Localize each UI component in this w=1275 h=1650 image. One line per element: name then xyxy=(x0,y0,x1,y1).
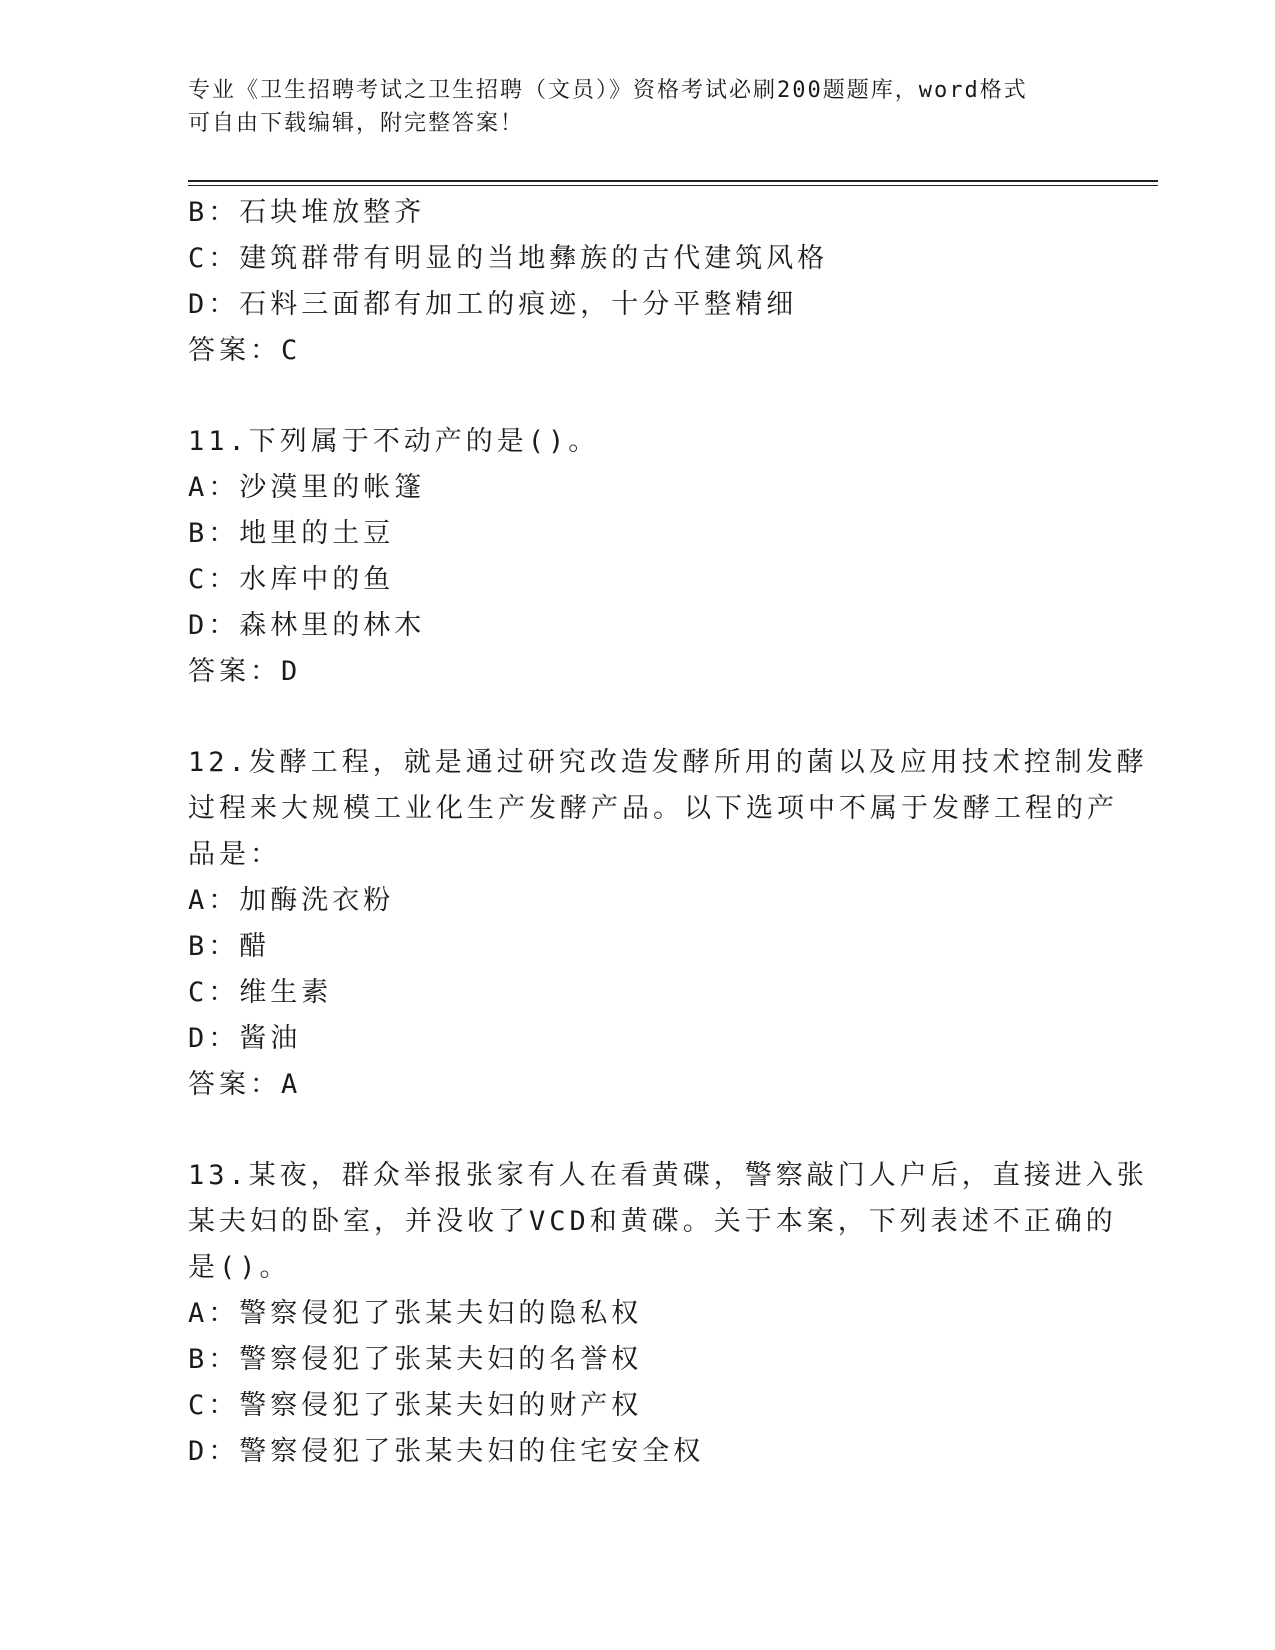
question-block xyxy=(188,740,1148,1108)
option-line: A：沙漠里的帐篷 xyxy=(188,472,426,503)
answer-line: 答案：D xyxy=(188,656,302,687)
option-line: D：酱油 xyxy=(188,1023,302,1054)
header-line: 专业《卫生招聘考试之卫生招聘（文员）》资格考试必刷200题题库，word格式 xyxy=(188,78,1028,103)
question-text: 某夫妇的卧室，并没收了VCD和黄碟。关于本案，下列表述不正确的 xyxy=(188,1206,1117,1237)
question-block xyxy=(188,419,1088,695)
page-header xyxy=(188,74,1088,140)
option-line: D：森林里的林木 xyxy=(188,610,426,641)
question-text: 过程来大规模工业化生产发酵产品。以下选项中不属于发酵工程的产 xyxy=(188,793,1118,824)
option-line: D：石料三面都有加工的痕迹，十分平整精细 xyxy=(188,289,798,320)
question-text: 13.某夜，群众举报张家有人在看黄碟，警察敲门人户后，直接进入张 xyxy=(188,1160,1148,1191)
header-line: 可自由下载编辑，附完整答案！ xyxy=(188,111,525,136)
question-list xyxy=(188,190,1148,1475)
question-text: 12.发酵工程，就是通过研究改造发酵所用的菌以及应用技术控制发酵 xyxy=(188,747,1148,778)
header-divider xyxy=(188,185,1158,186)
answer-line: 答案：C xyxy=(188,335,302,366)
option-line: C：维生素 xyxy=(188,977,333,1008)
question-text: 11.下列属于不动产的是()。 xyxy=(188,426,600,457)
question-text: 品是： xyxy=(188,839,281,870)
option-line: A：加酶洗衣粉 xyxy=(188,885,395,916)
question-text: 是()。 xyxy=(188,1252,291,1283)
option-line: C：警察侵犯了张某夫妇的财产权 xyxy=(188,1390,643,1421)
question-block xyxy=(188,1153,1148,1475)
option-line: B：石块堆放整齐 xyxy=(188,197,426,228)
option-line: B：地里的土豆 xyxy=(188,518,395,549)
option-line: B：警察侵犯了张某夫妇的名誉权 xyxy=(188,1344,643,1375)
answer-line: 答案：A xyxy=(188,1069,302,1100)
header-divider xyxy=(188,180,1158,182)
option-line: D：警察侵犯了张某夫妇的住宅安全权 xyxy=(188,1436,705,1467)
option-line: A：警察侵犯了张某夫妇的隐私权 xyxy=(188,1298,643,1329)
option-line: B：醋 xyxy=(188,931,271,962)
option-line: C：建筑群带有明显的当地彝族的古代建筑风格 xyxy=(188,243,829,274)
option-line: C：水库中的鱼 xyxy=(188,564,395,595)
question-block xyxy=(188,190,1088,374)
